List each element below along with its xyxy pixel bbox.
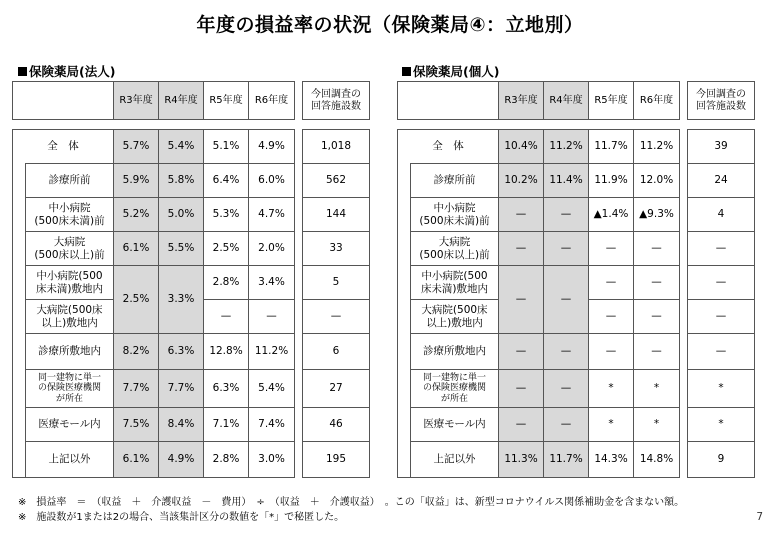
value-r4: 8.4% (159, 408, 204, 442)
value-r6: — (634, 334, 680, 370)
table-row (398, 442, 755, 478)
value-r3: — (499, 370, 544, 408)
value-r3: — (499, 408, 544, 442)
row-label-clinic-text: 診療所前 (433, 174, 476, 187)
indent-cell (13, 232, 26, 266)
merged-value-r3: 2.5% (114, 266, 159, 334)
table-row (398, 232, 755, 266)
value-r5: 11.7% (589, 130, 634, 164)
row-label-mall (411, 408, 499, 442)
value-r4: — (544, 198, 589, 232)
row-label-other (411, 442, 499, 478)
row-label-mall (26, 408, 114, 442)
facility-count: 562 (303, 164, 370, 198)
value-r4: — (544, 408, 589, 442)
table-row (13, 442, 370, 478)
spacer (295, 300, 303, 334)
value-r6: ▲9.3% (634, 198, 680, 232)
facility-count: 1,018 (303, 130, 370, 164)
row-label-other (26, 442, 114, 478)
section-heading-text: 保険薬局(個人) (413, 64, 500, 79)
value-r5: — (589, 266, 634, 300)
square-bullet-icon (18, 67, 27, 76)
table-row (398, 130, 755, 164)
facility-count: 46 (303, 408, 370, 442)
spacer (295, 82, 303, 120)
spacer (680, 442, 688, 478)
value-r3: — (499, 232, 544, 266)
row-label-largehosp (26, 232, 114, 266)
value-r3: 5.7% (114, 130, 159, 164)
facility-count: 24 (688, 164, 755, 198)
footnote-profit-rate: ※ 損益率 ＝ （収益 ＋ 介護収益 － 費用） ÷ （収益 ＋ 介護収益） 。この「収益」は、新型コロナウイルス関係補助金を含まない額。 (18, 497, 685, 508)
header-r4: R4年度 (544, 82, 589, 120)
value-r5: 5.3% (204, 198, 249, 232)
row-label-clinicpremises-text: 診療所敷地内 (423, 345, 486, 358)
row-label-samebuilding (411, 370, 499, 408)
table-row (398, 198, 755, 232)
facility-count: — (688, 300, 755, 334)
indent-cell (398, 232, 411, 266)
row-label-clinic (411, 164, 499, 198)
value-r4: 5.4% (159, 130, 204, 164)
value-r6: 11.2% (634, 130, 680, 164)
spacer (295, 232, 303, 266)
value-r5: * (589, 370, 634, 408)
row-label-clinic (26, 164, 114, 198)
spacer (295, 164, 303, 198)
row-label-total-text: 全 体 (432, 140, 464, 153)
row-label-clinicpremises-text: 診療所敷地内 (38, 345, 101, 358)
row-label-largepremises (411, 300, 499, 334)
value-r6: 7.4% (249, 408, 295, 442)
row-label-other-text: 上記以外 (48, 453, 91, 466)
merged-value-r4: 3.3% (159, 266, 204, 334)
header-r5: R5年度 (204, 82, 249, 120)
facility-count: 5 (303, 266, 370, 300)
value-r6: — (634, 266, 680, 300)
value-r3: 10.4% (499, 130, 544, 164)
value-r3: 11.3% (499, 442, 544, 478)
row-label-smallhosp-text: 中小病院 (500床未満)前 (419, 202, 490, 227)
spacer (680, 408, 688, 442)
facility-count: — (688, 334, 755, 370)
value-r6: * (634, 370, 680, 408)
spacer (295, 266, 303, 300)
indent-cell (13, 370, 26, 408)
table-row (398, 334, 755, 370)
row-label-largepremises (26, 300, 114, 334)
spacer (680, 232, 688, 266)
spacer (295, 370, 303, 408)
facility-count: * (688, 408, 755, 442)
spacer (680, 334, 688, 370)
corporate-pharmacy-table (12, 81, 370, 478)
row-label-total-text: 全 体 (47, 140, 79, 153)
indent-cell (398, 442, 411, 478)
row-label-smallpremises-text: 中小病院(500 床未満)敷地内 (35, 270, 104, 295)
value-r3: 6.1% (114, 232, 159, 266)
row-label-other-text: 上記以外 (433, 453, 476, 466)
footnote-confidential: ※ 施設数が1または2の場合、当該集計区分の数値を「*」で秘匿した。 (18, 512, 345, 523)
value-r3: 10.2% (499, 164, 544, 198)
row-label-smallhosp-text: 中小病院 (500床未満)前 (34, 202, 105, 227)
facility-count: 27 (303, 370, 370, 408)
facility-count: 9 (688, 442, 755, 478)
value-r4: 5.5% (159, 232, 204, 266)
spacer (680, 164, 688, 198)
section-heading-corporate (18, 62, 115, 80)
value-r5: 7.1% (204, 408, 249, 442)
spacer (13, 120, 370, 130)
header-r6: R6年度 (634, 82, 680, 120)
table-row (398, 370, 755, 408)
table-row (13, 266, 370, 300)
indent-cell (398, 198, 411, 232)
value-r6: 6.0% (249, 164, 295, 198)
table-row (13, 232, 370, 266)
row-label-samebuilding-text: 同一建物に単一 の保険医療機関 が所在 (422, 372, 486, 404)
table-row (398, 266, 755, 300)
spacer (295, 334, 303, 370)
spacer (680, 130, 688, 164)
value-r4: — (544, 232, 589, 266)
spacer (680, 82, 688, 120)
facility-count: 33 (303, 232, 370, 266)
value-r3: 5.9% (114, 164, 159, 198)
header-r6: R6年度 (249, 82, 295, 120)
value-r4: 11.7% (544, 442, 589, 478)
facility-count: * (688, 370, 755, 408)
value-r4: 4.9% (159, 442, 204, 478)
spacer (295, 442, 303, 478)
value-r4: — (544, 370, 589, 408)
table-row (13, 334, 370, 370)
value-r5: 2.5% (204, 232, 249, 266)
spacer (295, 408, 303, 442)
value-r3: 6.1% (114, 442, 159, 478)
row-label-smallhosp (26, 198, 114, 232)
facility-count: 4 (688, 198, 755, 232)
row-label-largehosp-text: 大病院 (500床以上)前 (419, 236, 490, 261)
row-label-largehosp-text: 大病院 (500床以上)前 (34, 236, 105, 261)
indent-cell (398, 370, 411, 408)
value-r5: 6.4% (204, 164, 249, 198)
spacer (680, 300, 688, 334)
value-r5: 12.8% (204, 334, 249, 370)
header-r4: R4年度 (159, 82, 204, 120)
facility-count: 144 (303, 198, 370, 232)
header-r3: R3年度 (499, 82, 544, 120)
indent-cell (13, 334, 26, 370)
merged-value-r3: — (499, 266, 544, 334)
facility-count: 195 (303, 442, 370, 478)
value-r5: 11.9% (589, 164, 634, 198)
row-label-mall-text: 医療モール内 (423, 418, 486, 431)
value-r4: 11.4% (544, 164, 589, 198)
value-r5: ▲1.4% (589, 198, 634, 232)
indent-cell (398, 334, 411, 370)
facility-count: — (688, 232, 755, 266)
individual-pharmacy-table (397, 81, 755, 478)
spacer (295, 198, 303, 232)
spacer (295, 130, 303, 164)
indent-cell (13, 300, 26, 334)
header-count-text: 今回調査の 回答施設数 (311, 88, 361, 112)
value-r6: 5.4% (249, 370, 295, 408)
spacer (680, 266, 688, 300)
indent-cell (13, 442, 26, 478)
value-r3: — (499, 198, 544, 232)
value-r3: 5.2% (114, 198, 159, 232)
value-r6: 4.7% (249, 198, 295, 232)
square-bullet-icon (402, 67, 411, 76)
value-r3: — (499, 334, 544, 370)
value-r6: 14.8% (634, 442, 680, 478)
indent-cell (13, 408, 26, 442)
value-r5: — (204, 300, 249, 334)
value-r4: 5.8% (159, 164, 204, 198)
row-label-mall-text: 医療モール内 (38, 418, 101, 431)
row-label-total (13, 130, 114, 164)
row-label-clinicpremises (411, 334, 499, 370)
value-r3: 7.7% (114, 370, 159, 408)
indent-cell (13, 198, 26, 232)
value-r5: 2.8% (204, 442, 249, 478)
value-r6: 3.0% (249, 442, 295, 478)
indent-cell (398, 266, 411, 300)
row-label-smallpremises (411, 266, 499, 300)
indent-cell (398, 300, 411, 334)
value-r6: — (634, 232, 680, 266)
header-corner (398, 82, 499, 120)
row-label-largepremises-text: 大病院(500床 以上)敷地内 (421, 304, 488, 329)
value-r4: 5.0% (159, 198, 204, 232)
section-heading-text: 保険薬局(法人) (29, 64, 116, 79)
table-row (398, 164, 755, 198)
row-label-smallpremises-text: 中小病院(500 床未満)敷地内 (420, 270, 489, 295)
page-number: 7 (756, 511, 763, 523)
value-r3: 7.5% (114, 408, 159, 442)
row-label-largehosp (411, 232, 499, 266)
merged-value-r4: — (544, 266, 589, 334)
table-row (13, 130, 370, 164)
value-r4: 7.7% (159, 370, 204, 408)
row-label-smallpremises (26, 266, 114, 300)
table-row (13, 164, 370, 198)
facility-count: — (688, 266, 755, 300)
header-corner (13, 82, 114, 120)
value-r4: 11.2% (544, 130, 589, 164)
value-r6: — (249, 300, 295, 334)
header-count-text: 今回調査の 回答施設数 (696, 88, 746, 112)
spacer (680, 198, 688, 232)
header-count (688, 82, 755, 120)
table-row (13, 408, 370, 442)
value-r5: * (589, 408, 634, 442)
row-label-samebuilding (26, 370, 114, 408)
header-count (303, 82, 370, 120)
value-r6: 11.2% (249, 334, 295, 370)
table-row (13, 370, 370, 408)
value-r6: 3.4% (249, 266, 295, 300)
value-r5: 2.8% (204, 266, 249, 300)
value-r6: — (634, 300, 680, 334)
value-r4: — (544, 334, 589, 370)
row-label-clinic-text: 診療所前 (48, 174, 91, 187)
indent-cell (13, 266, 26, 300)
table-row (398, 408, 755, 442)
value-r5: — (589, 334, 634, 370)
value-r6: 12.0% (634, 164, 680, 198)
value-r6: * (634, 408, 680, 442)
value-r6: 4.9% (249, 130, 295, 164)
value-r6: 2.0% (249, 232, 295, 266)
value-r5: — (589, 232, 634, 266)
value-r5: 5.1% (204, 130, 249, 164)
value-r5: 6.3% (204, 370, 249, 408)
value-r5: 14.3% (589, 442, 634, 478)
facility-count: 6 (303, 334, 370, 370)
facility-count: — (303, 300, 370, 334)
indent-cell (13, 164, 26, 198)
page-title: 年度の損益率の状況（保険薬局④：立地別） (196, 14, 584, 36)
header-r3: R3年度 (114, 82, 159, 120)
spacer (680, 370, 688, 408)
section-heading-individual (402, 62, 499, 80)
table-row (13, 198, 370, 232)
facility-count: 39 (688, 130, 755, 164)
header-r5: R5年度 (589, 82, 634, 120)
indent-cell (398, 164, 411, 198)
value-r3: 8.2% (114, 334, 159, 370)
value-r5: — (589, 300, 634, 334)
row-label-total (398, 130, 499, 164)
row-label-largepremises-text: 大病院(500床 以上)敷地内 (36, 304, 103, 329)
row-label-smallhosp (411, 198, 499, 232)
row-label-clinicpremises (26, 334, 114, 370)
value-r4: 6.3% (159, 334, 204, 370)
row-label-samebuilding-text: 同一建物に単一 の保険医療機関 が所在 (37, 372, 101, 404)
spacer (398, 120, 755, 130)
indent-cell (398, 408, 411, 442)
